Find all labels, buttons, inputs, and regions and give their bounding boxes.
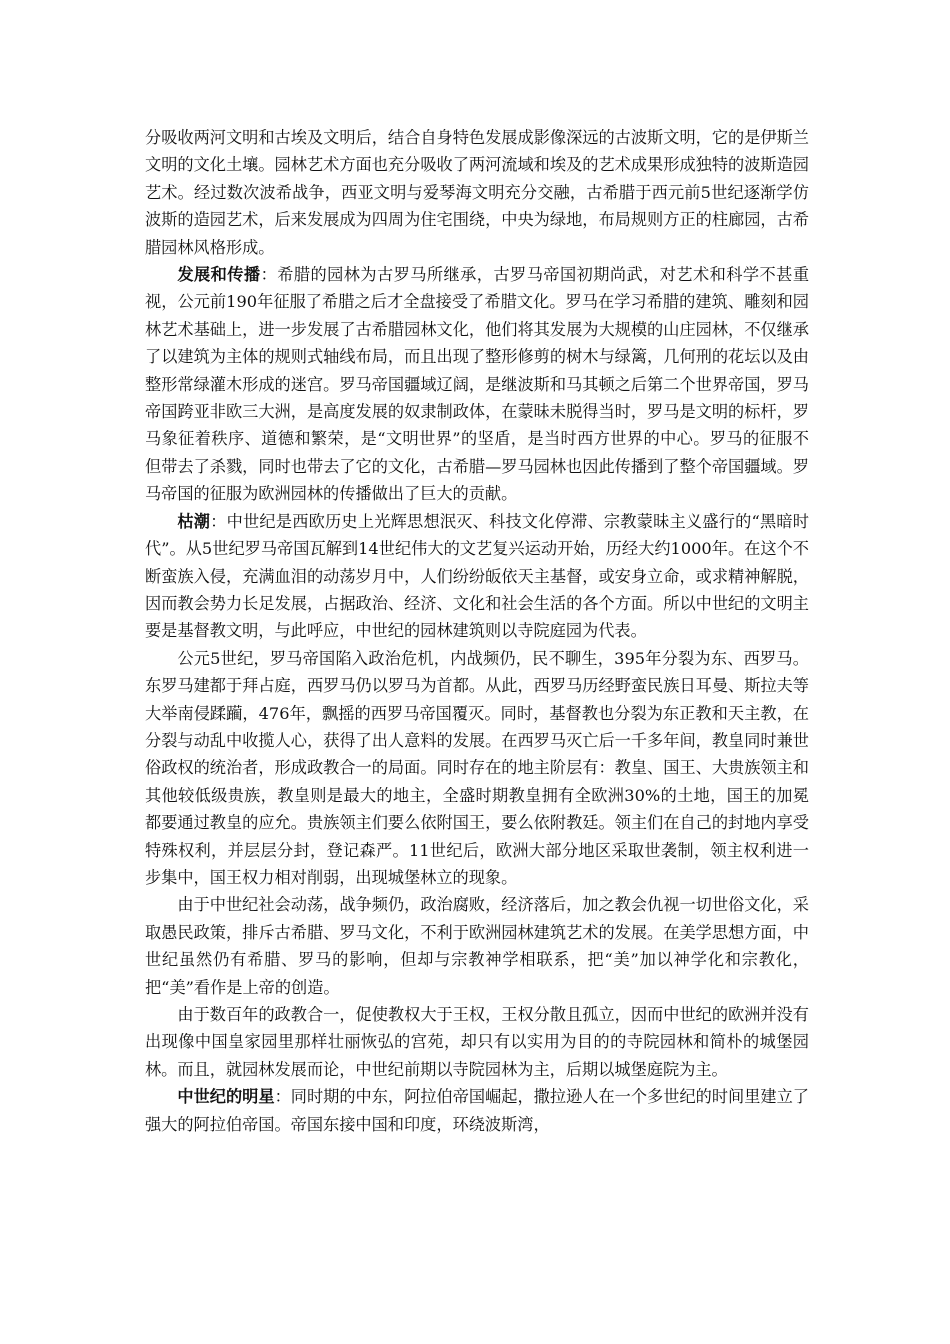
paragraph-medieval-star xyxy=(145,1083,809,1138)
paragraph-text: 由于中世纪社会动荡，战争频仍，政治腐败，经济落后，加之教会仇视一切世俗文化，采取愚民政策，排斥古希腊、罗马文化，不利于欧洲园林建筑艺术的发展。在美学思想方面，中世纪虽然仍有希腊、罗马的影响，但却与宗教神学相联系，把“美”加以神学化和宗教化，把“美”看作是上帝的创造。 xyxy=(145,895,809,997)
document-page xyxy=(145,124,809,1138)
paragraph-roman-split xyxy=(145,645,809,892)
paragraph-church-gardens xyxy=(145,1001,809,1083)
inline-heading-development: 发展和传播 xyxy=(177,265,261,285)
paragraph-text: 由于数百年的政教合一，促使教权大于王权，王权分散且孤立，因而中世纪的欧洲并没有出现像中国皇家园里那样壮丽恢弘的宫苑，却只有以实用为目的的寺院园林和简朴的城堡园林。而且，就园林发展而论，中世纪前期以寺院园林为主，后期以城堡庭院为主。 xyxy=(145,1005,809,1079)
paragraph-decline xyxy=(145,508,809,645)
paragraph-text: ：中世纪是西欧历史上光辉思想泯灭、科技文化停滞、宗教蒙昧主义盛行的“黑暗时代”。从5世纪罗马帝国瓦解到14世纪伟大的文艺复兴运动开始，历经大约1000年。在这个不断蛮族入侵，充满血泪的动荡岁月中，人们纷纷皈依天主基督，或安身立命，或求精神解脱，因而教会势力长足发展，占据政治、经济、文化和社会生活的各个方面。所以中世纪的文明主要是基督教文明，与此呼应，中世纪的园林建筑则以寺院庭园为代表。 xyxy=(145,511,809,641)
inline-heading-decline: 枯潮 xyxy=(177,511,211,531)
paragraph-medieval-aesthetics xyxy=(145,891,809,1001)
paragraph-development-and-spread xyxy=(145,261,809,508)
paragraph-persian-greek-origins xyxy=(145,124,809,261)
paragraph-text: ：希腊的园林为古罗马所继承，古罗马帝国初期尚武，对艺术和科学不甚重视，公元前190年征服了希腊之后才全盘接受了希腊文化。罗马在学习希腊的建筑、雕刻和园林艺术基础上，进一步发展了古希腊园林文化，他们将其发展为大规模的山庄园林，不仅继承了以建筑为主体的规则式轴线布局，而且出现了整形修剪的树木与绿篱，几何刑的花坛以及由整形常绿灌木形成的迷宫。罗马帝国疆域辽阔，是继波斯和马其顿之后第二个世界帝国，罗马帝国跨亚非欧三大洲，是高度发展的奴隶制政体，在蒙昧未脱得当时，罗马是文明的标杆，罗马象征着秩序、道德和繁荣，是“文明世界”的坚盾，是当时西方世界的中心。罗马的征服不但带去了杀戮，同时也带去了它的文化，古希腊—罗马园林也因此传播到了整个帝国疆域。罗马帝国的征服为欧洲园林的传播做出了巨大的贡献。 xyxy=(145,265,810,504)
inline-heading-medieval-star: 中世纪的明星 xyxy=(177,1087,275,1107)
paragraph-text: ：同时期的中东，阿拉伯帝国崛起，撒拉逊人在一个多世纪的时间里建立了强大的阿拉伯帝国。帝国东接中国和印度，环绕波斯湾， xyxy=(145,1087,809,1134)
paragraph-text: 分吸收两河文明和古埃及文明后，结合自身特色发展成影像深远的古波斯文明，它的是伊斯兰文明的文化土壤。园林艺术方面也充分吸收了两河流域和埃及的艺术成果形成独特的波斯造园艺术。经过数次波希战争，西亚文明与爱琴海文明充分交融，古希腊于西元前5世纪逐渐学仿波斯的造园艺术，后来发展成为四周为住宅围绕，中央为绿地，布局规则方正的柱廊园，古希腊园林风格形成。 xyxy=(145,128,809,257)
paragraph-text: 公元5世纪，罗马帝国陷入政治危机，内战频仍，民不聊生，395年分裂为东、西罗马。东罗马建都于拜占庭，西罗马仍以罗马为首都。从此，西罗马历经野蛮民族日耳曼、斯拉夫等大举南侵蹂躏，476年，飘摇的西罗马帝国覆灭。同时，基督教也分裂为东正教和天主教，在分裂与动乱中收揽人心，获得了出人意料的发展。在西罗马灭亡后一千多年间，教皇同时兼世俗政权的统治者，形成政教合一的局面。同时存在的地主阶层有：教皇、国王、大贵族领主和其他较低级贵族，教皇则是最大的地主，全盛时期教皇拥有全欧洲30%的土地，国王的加冕都要通过教皇的应允。贵族领主们要么依附国王，要么依附教廷。领主们在自己的封地内享受特殊权利，并层层分封，登记森严。11世纪后，欧洲大部分地区采取世袭制，领主权利进一步集中，国王权力相对削弱，出现城堡林立的现象。 xyxy=(145,648,809,887)
